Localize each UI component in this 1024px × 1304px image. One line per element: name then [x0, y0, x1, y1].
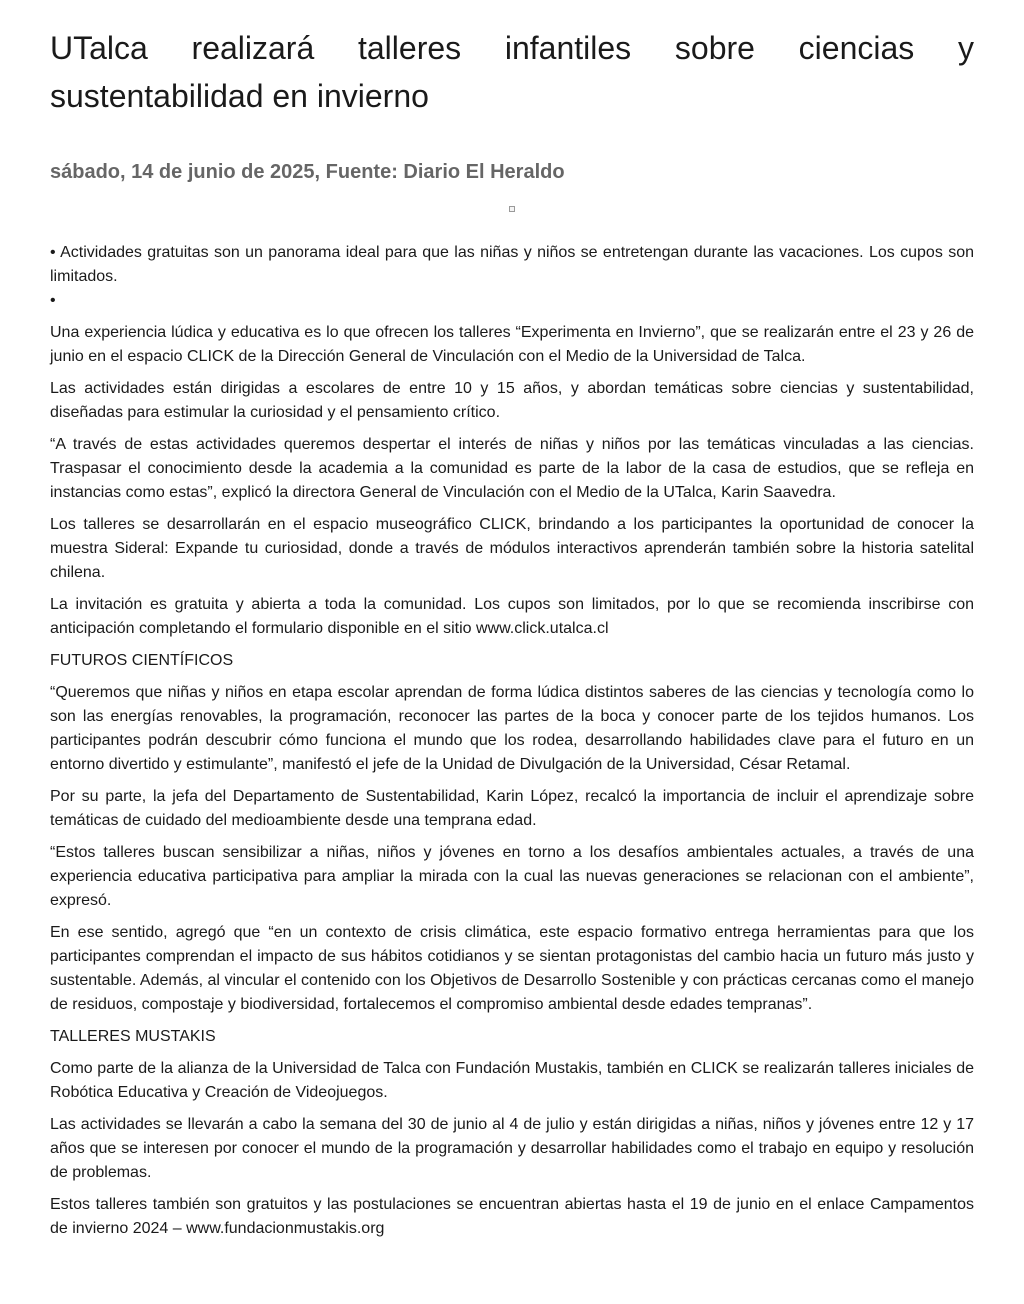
broken-image-icon	[509, 206, 515, 212]
paragraph: Las actividades están dirigidas a escolares de entre 10 y 15 años, y abordan temáticas sobre ciencias y sustentabilidad, diseñadas para estimular la curiosidad y el pensamiento crítico.	[50, 380, 974, 421]
summary-bullets	[50, 241, 974, 313]
paragraph: La invitación es gratuita y abierta a toda la comunidad. Los cupos son limitados, por lo que se recomienda inscribirse con anticipación completando el formulario disponible en el sitio www.click.utalca.cl	[50, 596, 974, 637]
section-heading: TALLERES MUSTAKIS	[50, 1028, 216, 1045]
paragraph: Estos talleres también son gratuitos y las postulaciones se encuentran abiertas hasta el 19 de junio en el enlace Campamentos de invierno 2024 – www.fundacionmustakis.org	[50, 1196, 974, 1237]
bullet-item: • Actividades gratuitas son un panorama ideal para que las niñas y niños se entretengan durante las vacaciones. Los cupos son limitados.	[50, 241, 974, 289]
paragraph: “A través de estas actividades queremos despertar el interés de niñas y niños por las temáticas vinculadas a las ciencias. Traspasar el conocimiento desde la academia a la comunidad es parte de la labor de la casa de estudios, que se refleja en instancias como estas”, explicó la directora General de Vinculación con el Medio de la UTalca, Karin Saavedra.	[50, 436, 974, 501]
article-title: UTalca realizará talleres infantiles sobre ciencias y sustentabilidad en invierno	[50, 30, 974, 114]
paragraph: “Estos talleres buscan sensibilizar a niñas, niños y jóvenes en torno a los desafíos ambientales actuales, a través de una experiencia educativa participativa para ampliar la mirada con la cual las nuevas generaciones se relacionan con el ambiente”, expresó.	[50, 844, 974, 909]
section-heading: FUTUROS CIENTÍFICOS	[50, 652, 234, 669]
paragraph: Una experiencia lúdica y educativa es lo que ofrecen los talleres “Experimenta en Invierno”, que se realizarán entre el 23 y 26 de junio en el espacio CLICK de la Dirección General de Vinculación con el Medio de la Universidad de Talca.	[50, 324, 974, 365]
paragraph: Los talleres se desarrollarán en el espacio museográfico CLICK, brindando a los participantes la oportunidad de conocer la muestra Sideral: Expande tu curiosidad, donde a través de módulos interactivos aprenderán también sobre la historia satelital chilena.	[50, 516, 974, 581]
paragraph: En ese sentido, agregó que “en un contexto de crisis climática, este espacio formativo entrega herramientas para que los participantes comprendan el impacto de sus hábitos cotidianos y se sientan protagonistas del cambio hacia un futuro más justo y sustentable. Además, al vincular el contenido con los Objetivos de Desarrollo Sostenible y con prácticas cercanas como el manejo de residuos, compostaje y biodiversidad, fortalecemos el compromiso ambiental desde edades tempranas”.	[50, 924, 974, 1013]
paragraph: “Queremos que niñas y niños en etapa escolar aprendan de forma lúdica distintos saberes de las ciencias y tecnología como lo son las energías renovables, la programación, reconocer las partes de la boca y conocer parte de los tejidos humanos. Los participantes podrán descubrir cómo funciona el mundo que los rodea, desarrollando habilidades clave para el futuro en un entorno divertido y estimulante”, manifestó el jefe de la Unidad de Divulgación de la Universidad, César Retamal.	[50, 684, 974, 773]
paragraph: Como parte de la alianza de la Universidad de Talca con Fundación Mustakis, también en CLICK se realizarán talleres iniciales de Robótica Educativa y Creación de Videojuegos.	[50, 1060, 974, 1101]
paragraph: Por su parte, la jefa del Departamento de Sustentabilidad, Karin López, recalcó la importancia de incluir el aprendizaje sobre temáticas de cuidado del medioambiente desde una temprana edad.	[50, 788, 974, 829]
paragraph: Las actividades se llevarán a cabo la semana del 30 de junio al 4 de julio y están dirigidas a niñas, niños y jóvenes entre 12 y 17 años que se interesen por conocer el mundo de la programación y desarrollar habilidades como el trabajo en equipo y resolución de problemas.	[50, 1116, 974, 1181]
article-meta: sábado, 14 de junio de 2025, Fuente: Diario El Heraldo	[50, 161, 565, 183]
article-image	[50, 193, 974, 229]
bullet-item	[50, 289, 974, 313]
